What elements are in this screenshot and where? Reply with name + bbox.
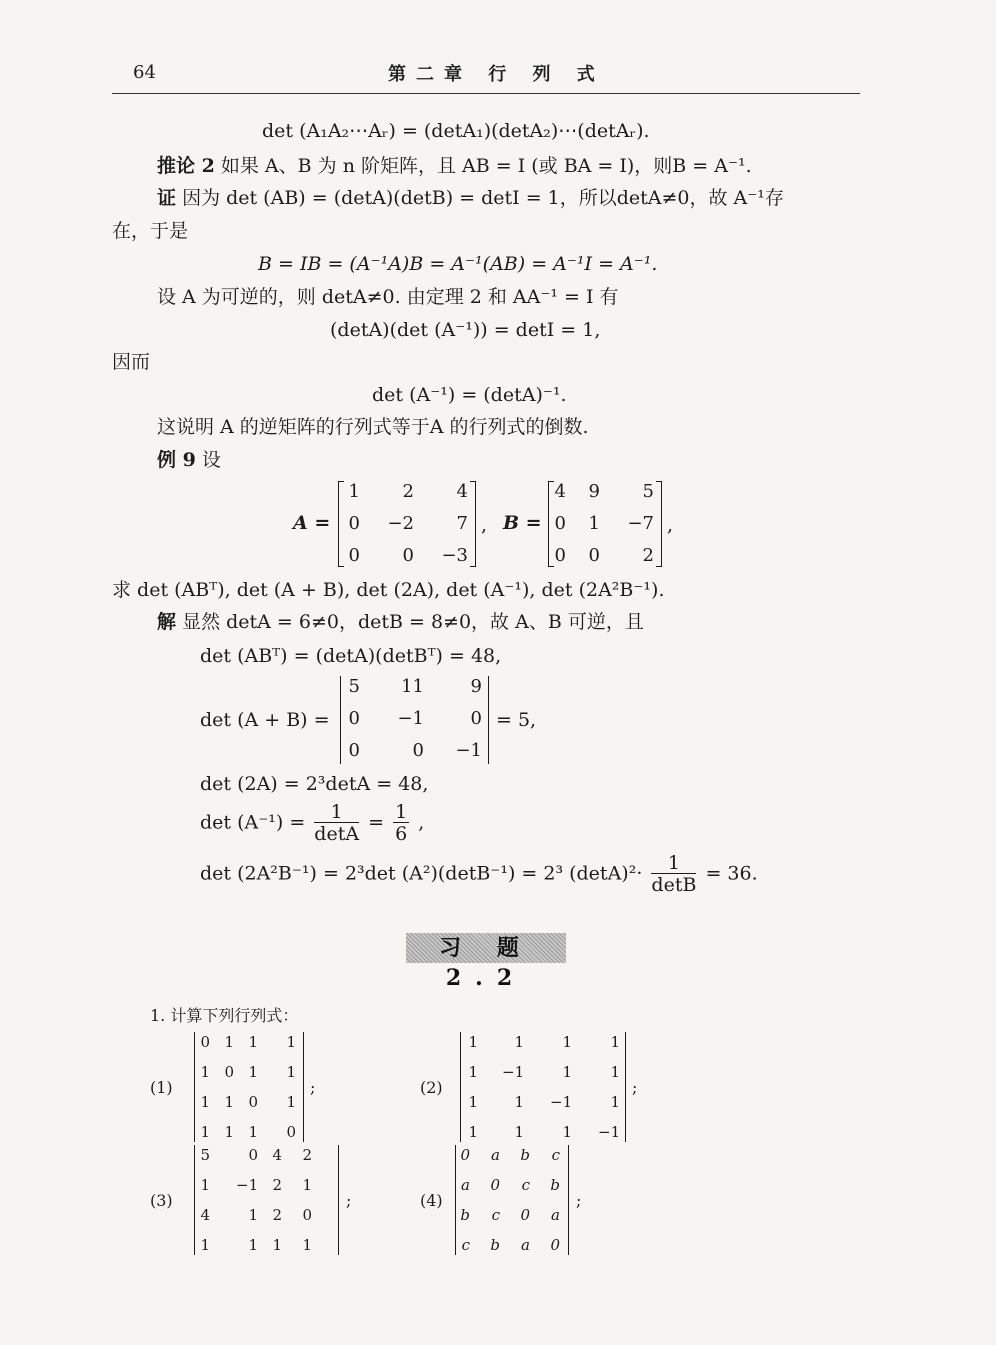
matrix-cell: c	[461, 1236, 470, 1254]
line-end-comma: ,	[418, 811, 425, 834]
matrix-cell: 1	[248, 1033, 258, 1051]
matrix-cell: 1	[200, 1063, 210, 1081]
matrix-cell: 2	[302, 1146, 312, 1164]
det-bar-right	[338, 1145, 339, 1255]
proof-text-1: 因为 det (AB) = (detA)(detB) = detI = 1，所以detA≠0，故 A⁻¹存	[182, 187, 784, 209]
matrix-cell: 0	[348, 740, 360, 761]
semicolon: ;	[310, 1078, 316, 1097]
matrix-cell: 0	[554, 545, 566, 566]
matrix-cell: 1	[286, 1063, 296, 1081]
matrix-cell: 1	[286, 1033, 296, 1051]
det-bar-right	[625, 1032, 626, 1142]
fraction-1-over-detA	[314, 802, 359, 845]
matrix-cell: 1	[248, 1206, 258, 1224]
example-intro: 设	[201, 449, 221, 471]
matrix-end-comma: ,	[667, 514, 674, 536]
matrix-cell: 2	[402, 481, 414, 502]
matrix-cell: 0	[248, 1146, 258, 1164]
matrix-cell: 1	[588, 513, 600, 534]
matrix-cell: 1	[224, 1123, 234, 1141]
solution-line-4	[200, 802, 424, 845]
matrix-cell: c	[551, 1146, 560, 1164]
matrix-cell: 1	[248, 1236, 258, 1254]
matrix-cell: 0	[460, 1146, 470, 1164]
proof-line-5: 这说明 A 的逆矩阵的行列式等于A 的行列式的倒数.	[157, 416, 589, 438]
matrix-cell: 0	[554, 513, 566, 534]
example-9-heading	[157, 447, 221, 473]
matrix-cell: −1	[550, 1093, 573, 1111]
matrix-cell: 1	[468, 1033, 478, 1051]
matrix-cell: −2	[387, 513, 414, 534]
exercises-title: 习 题 2.2	[406, 933, 566, 963]
solution-line-3: det (2A) = 2³detA = 48,	[200, 773, 429, 795]
proof-eq-1: B = IB = (A⁻¹A)B = A⁻¹(AB) = A⁻¹I = A⁻¹.	[258, 253, 658, 275]
fraction-numerator: 1	[651, 853, 696, 874]
solution-line-1: det (ABᵀ) = (detA)(detBᵀ) = 48,	[200, 645, 502, 667]
matrix-cell: 0	[224, 1063, 234, 1081]
proof-label: 证	[157, 187, 177, 209]
proof-line-3: 设 A 为可逆的，则 detA≠0. 由定理 2 和 AA⁻¹ = I 有	[157, 286, 619, 308]
exercise-1-part-1-label: (1)	[150, 1078, 173, 1097]
matrix-cell: 0	[248, 1093, 258, 1111]
solution-intro	[157, 609, 644, 635]
fraction-denominator: detA	[314, 823, 360, 845]
matrix-cell: 1	[562, 1033, 572, 1051]
matrix-cell: 4	[554, 481, 566, 502]
semicolon: ;	[576, 1191, 582, 1210]
matrix-cell: 5	[642, 481, 654, 502]
det-bar-right	[303, 1032, 304, 1142]
matrix-cell: 0	[286, 1123, 296, 1141]
solution-line-4-lhs: det (A⁻¹) =	[200, 811, 306, 834]
solution-line-2-rhs: = 5,	[496, 709, 537, 731]
matrix-cell: 1	[348, 481, 360, 502]
det-bar-right	[488, 676, 489, 764]
matrix-cell: 1	[272, 1236, 282, 1254]
chapter-title: 第二章 行 列 式	[388, 64, 605, 85]
matrix-cell: 1	[468, 1063, 478, 1081]
matrix-cell: 0	[520, 1206, 530, 1224]
matrix-cell: 9	[588, 481, 600, 502]
equals-sign: =	[368, 811, 385, 834]
matrix-cell: a	[491, 1146, 500, 1164]
example-question: 求 det (ABᵀ), det (A + B), det (2A), det (A⁻¹), det (2A²B⁻¹).	[112, 579, 665, 601]
matrix-separator: ,	[481, 514, 488, 536]
matrix-cell: 1	[200, 1093, 210, 1111]
matrix-cell: c	[491, 1206, 500, 1224]
matrix-cell: 0	[490, 1176, 500, 1194]
matrix-cell: 0	[348, 513, 360, 534]
proof-eq-2: (detA)(det (A⁻¹)) = detI = 1,	[330, 319, 601, 341]
matrix-cell: a	[551, 1206, 560, 1224]
solution-line-5-end: = 36.	[705, 862, 758, 885]
matrix-cell: 0	[200, 1033, 210, 1051]
matrix-cell: 1	[200, 1236, 210, 1254]
exercise-1-part-4-label: (4)	[420, 1191, 443, 1210]
proof-line-2: 在，于是	[112, 220, 189, 242]
matrix-cell: 0	[348, 708, 360, 729]
matrix-cell: 1	[286, 1093, 296, 1111]
matrix-cell: 2	[272, 1176, 282, 1194]
matrix-cell: a	[461, 1176, 470, 1194]
exercise-1-part-3-label: (3)	[150, 1191, 173, 1210]
header-rule	[112, 93, 860, 94]
fraction-1-over-detB	[651, 853, 696, 896]
matrix-cell: 7	[456, 513, 468, 534]
matrix-cell: 0	[588, 545, 600, 566]
solution-line-5	[200, 853, 758, 896]
matrix-cell: 1	[200, 1123, 210, 1141]
matrix-cell: 1	[514, 1093, 524, 1111]
solution-line-2-lhs: det (A + B) =	[200, 709, 330, 731]
solution-text: 显然 detA = 6≠0，detB = 8≠0，故 A、B 可逆，且	[182, 611, 644, 633]
matrix-cell: b	[460, 1206, 470, 1224]
matrix-cell: a	[521, 1236, 530, 1254]
matrix-cell: 0	[402, 545, 414, 566]
semicolon: ;	[632, 1078, 638, 1097]
matrix-A-label: A =	[293, 512, 331, 534]
exercise-1-prompt: 1. 计算下列行列式：	[150, 1006, 299, 1025]
matrix-cell: 1	[610, 1033, 620, 1051]
matrix-cell: 1	[302, 1236, 312, 1254]
matrix-cell: 1	[514, 1123, 524, 1141]
page-number: 64	[133, 62, 156, 83]
matrix-cell: 4	[272, 1146, 282, 1164]
matrix-cell: 0	[550, 1236, 560, 1254]
matrix-A-right-bracket	[470, 481, 476, 567]
matrix-cell: b	[520, 1146, 530, 1164]
corollary-label: 推论 2	[157, 155, 215, 177]
matrix-cell: 9	[470, 676, 482, 697]
proof-line-1	[157, 185, 784, 211]
matrix-cell: 1	[562, 1123, 572, 1141]
matrix-cell: 0	[412, 740, 424, 761]
matrix-cell: 4	[200, 1206, 210, 1224]
corollary-2	[157, 153, 752, 179]
matrix-cell: 0	[348, 545, 360, 566]
proof-line-4: 因而	[112, 351, 151, 373]
matrix-cell: −1	[397, 708, 424, 729]
matrix-cell: 1	[610, 1093, 620, 1111]
matrix-cell: −7	[627, 513, 654, 534]
matrix-cell: −1	[502, 1063, 525, 1081]
matrix-B-right-bracket	[656, 481, 662, 567]
matrix-cell: −1	[455, 740, 482, 761]
matrix-cell: 1	[200, 1176, 210, 1194]
matrix-cell: 11	[401, 676, 424, 697]
fraction-numerator: 1	[314, 802, 359, 823]
matrix-cell: 1	[224, 1033, 234, 1051]
matrix-cell: 4	[456, 481, 468, 502]
solution-line-5-lhs: det (2A²B⁻¹) = 2³det (A²)(detB⁻¹) = 2³ (detA)²·	[200, 862, 643, 885]
det-bar-right	[568, 1145, 569, 1255]
matrix-cell: 1	[610, 1063, 620, 1081]
matrix-cell: 1	[302, 1176, 312, 1194]
matrix-cell: b	[550, 1176, 560, 1194]
matrix-cell: 2	[272, 1206, 282, 1224]
matrix-cell: −1	[598, 1123, 621, 1141]
matrix-B-label: B =	[503, 512, 542, 534]
proof-eq-3: det (A⁻¹) = (detA)⁻¹.	[372, 384, 567, 406]
fraction-denominator: 6	[395, 823, 408, 845]
matrix-cell: 0	[302, 1206, 312, 1224]
solution-label: 解	[157, 611, 177, 633]
matrix-cell: 1	[248, 1063, 258, 1081]
matrix-cell: 1	[468, 1093, 478, 1111]
matrix-cell: 1	[468, 1123, 478, 1141]
matrix-cell: 1	[562, 1063, 572, 1081]
matrix-cell: c	[521, 1176, 530, 1194]
matrix-cell: b	[490, 1236, 500, 1254]
matrix-cell: 0	[470, 708, 482, 729]
exercise-1-part-2-label: (2)	[420, 1078, 443, 1097]
matrix-cell: −3	[441, 545, 468, 566]
fraction-numerator: 1	[395, 801, 408, 823]
matrix-cell: 1	[248, 1123, 258, 1141]
fraction-1-over-6	[393, 802, 409, 845]
example-label: 例 9	[157, 449, 196, 471]
matrix-cell: −1	[236, 1176, 259, 1194]
matrix-cell: 2	[642, 545, 654, 566]
matrix-cell: 5	[348, 676, 360, 697]
fraction-denominator: detB	[651, 874, 697, 896]
matrix-cell: 5	[200, 1146, 210, 1164]
eq-det-product: det (A₁A₂⋯Aᵣ) = (detA₁)(detA₂)⋯(detAᵣ).	[262, 120, 650, 142]
matrix-cell: 1	[224, 1093, 234, 1111]
matrix-cell: 1	[514, 1033, 524, 1051]
semicolon: ;	[346, 1191, 352, 1210]
corollary-text: 如果 A、B 为 n 阶矩阵，且 AB = I (或 BA = I)，则B = A⁻¹.	[220, 155, 752, 177]
